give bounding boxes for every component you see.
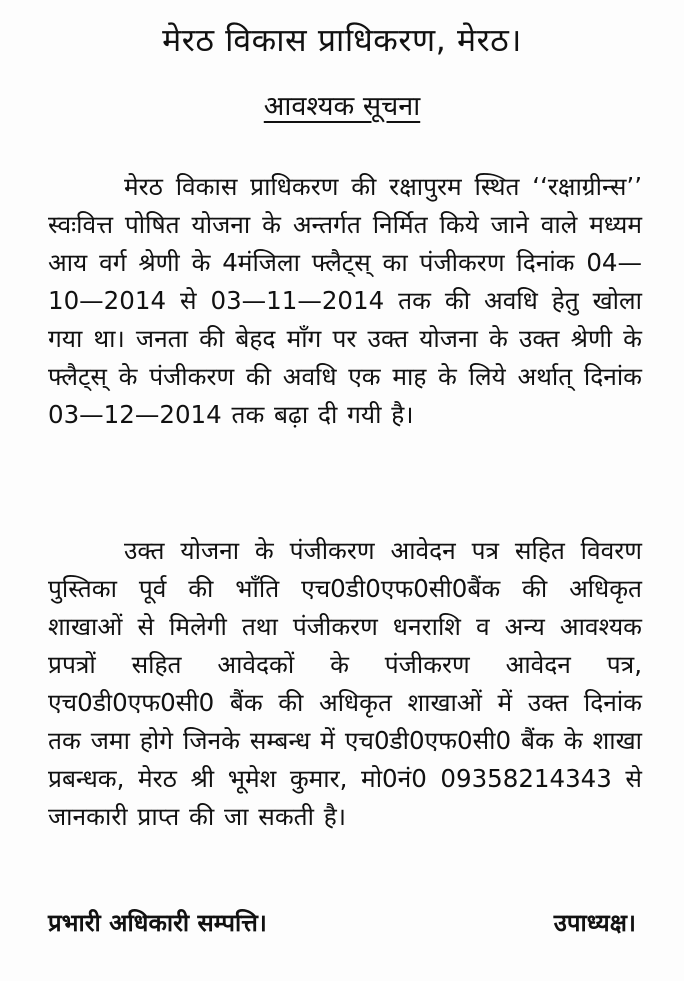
signatory-left: प्रभारी अधिकारी सम्पत्ति। [48,909,267,937]
notice-paragraph-1: मेरठ विकास प्राधिकरण की रक्षापुरम स्थित ‘‘रक्षाग्रीन्स’’ स्वःवित्त पोषित योजना के अन्तर्गत निर्मित किये जाने वाले मध्यम आय वर्ग श्रेणी के 4मंजिला फ्लैट्स् का पंजीकरण दिनांक 04—10—2014 से 03—11—2014 तक की अवधि हेतु खोला गया था। जनता की बेहद माँग पर उक्त योजना के उक्त श्रेणी के फ्लैट्स् के पंजीकरण की अवधि एक माह के लिये अर्थात् दिनांक 03—12—2014 तक बढ़ा दी गयी है। [48,171,642,429]
authority-header: मेरठ विकास प्राधिकरण, मेरठ। [162,21,522,59]
signatory-right: उपाध्यक्ष। [553,909,636,937]
notice-paragraph-2: उक्त योजना के पंजीकरण आवेदन पत्र सहित विवरण पुस्तिका पूर्व की भाँति एच0डी0एफ0सी0बैंक की अधिकृत शाखाओं से मिलेगी तथा पंजीकरण धनराशि व अन्य आवश्यक प्रपत्रों सहित आवेदकों के पंजीकरण आवेदन पत्र, एच0डी0एफ0सी0 बैंक की अधिकृत शाखाओं में उक्त दिनांक तक जमा होगे जिनके सम्बन्ध में एच0डी0एफ0सी0 बैंक के शाखा प्रबन्धक, मेरठ श्री भूमेश कुमार, मो0नं0 09358214343 से जानकारी प्राप्त की जा सकती है। [48,535,642,831]
notice-heading-text: आवश्यक सूचना [263,91,421,122]
notice-heading [0,86,684,123]
